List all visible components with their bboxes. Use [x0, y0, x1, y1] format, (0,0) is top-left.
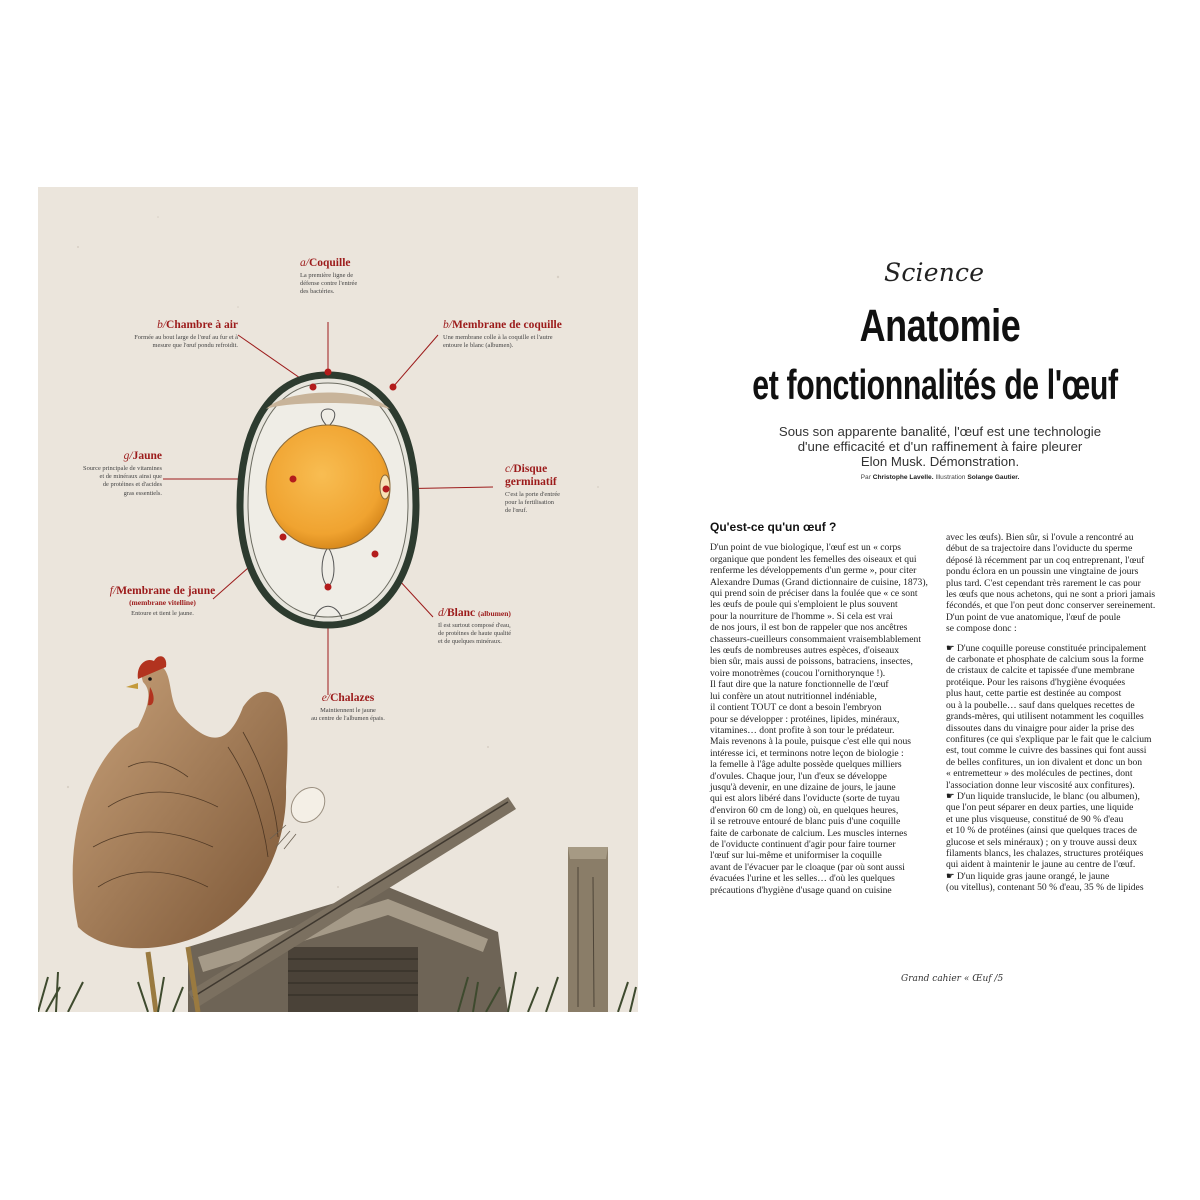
- text-line: grands-mères, qui utilisent notamment les coquilles: [946, 711, 1144, 723]
- text-line: filaments blancs, les chalazes, structures protéiques: [946, 847, 1144, 859]
- column-1-paragraph: [710, 542, 930, 896]
- text-line: bien sûr, mais aussi de poissons, batraciens, insectes,: [710, 656, 913, 668]
- text-line: pour la nourriture de l'homme ». Si cela est vrai: [710, 610, 893, 622]
- text-line: de cristaux de calcite et tapissée d'une membrane: [946, 665, 1135, 677]
- text-line: pour se développer : protéines, lipides, minéraux,: [710, 713, 900, 725]
- text-line: D'un point de vue anatomique, l'œuf de poule: [946, 611, 1121, 623]
- text-line: voire monotrèmes (coucou l'ornithorynque !).: [710, 667, 886, 679]
- illustration-page: [38, 187, 638, 1012]
- text-line: précautions d'hygiène d'usage quand on cuisine: [710, 884, 892, 896]
- text-line: de carbonate et phosphate de calcium sous la forme: [946, 654, 1144, 666]
- text-line: les œufs de nombreuses autres espèces, d'oiseaux: [710, 645, 900, 657]
- label-chambre-a-air: b/Chambre à air Formée au bout large de l'œuf au fur et à mesure que l'œuf pondu refroidit.: [134, 319, 238, 350]
- label-disque-germinatif: c/Disque germinatif C'est la porte d'entrée pour la fertilisation de l'œuf.: [505, 463, 561, 515]
- text-line: est, tout comme le cuivre des bassines qui font aussi: [946, 745, 1147, 757]
- text-line: et une plus visqueuse, constitué de 90 % d'eau: [946, 813, 1124, 825]
- text-line: ☛ D'un liquide gras jaune orangé, le jaune: [946, 870, 1110, 882]
- text-line: l'œuf sur lui-même et uniformiser la coquille: [710, 850, 882, 862]
- text-line: et 10 % de protéines (ainsi que quelques traces de: [946, 825, 1138, 837]
- section-kicker: Science: [884, 258, 985, 287]
- text-line: intéresse ici, et terminons notre leçon de biologie :: [710, 747, 904, 759]
- text-line: qui aident à maintenir le jaune au centre de l'œuf.: [946, 859, 1136, 871]
- label-coquille: a/Coquille La première ligne de défense contre l'entrée des bactéries.: [300, 257, 358, 296]
- text-line: Il faut dire que la nature fonctionnelle de l'œuf: [710, 679, 889, 691]
- section-heading: Qu'est-ce qu'un œuf ?: [710, 520, 837, 534]
- article-lede: Sous son apparente banalité, l'œuf est une technologie d'une efficacité et d'un raffinement à faire pleurer Elon Musk. Démonstration.: [778, 424, 1102, 469]
- text-line: dissoutes dans du vinaigre pour aider la prise des: [946, 722, 1135, 734]
- text-line: avant de l'évacuer par le cloaque (par où sont aussi: [710, 861, 905, 873]
- text-line: jusqu'à devenir, en une dizaine de jours, le jaune: [710, 781, 896, 793]
- text-line: début de sa trajectoire dans l'oviducte du sperme: [946, 543, 1133, 555]
- text-line: d'environ 60 cm de long) où, en quelques heures,: [710, 804, 899, 816]
- text-line: confitures (ce qui s'explique par le fait que le calcium: [946, 733, 1152, 745]
- text-line: se compose donc :: [946, 623, 1017, 635]
- text-line: la femelle à l'âge adulte possède quelques milliers: [710, 759, 902, 771]
- text-line: de l'oviducte continuent d'agir pour faire tourner: [710, 838, 896, 850]
- text-line: qui prend soin de préciser dans la foulée que « ce sont: [710, 588, 918, 600]
- text-line: Alexandre Dumas (Grand dictionnaire de cuisine, 1873),: [710, 576, 928, 588]
- text-line: avec les œufs). Bien sûr, si l'ovule a rencontré au: [946, 532, 1134, 543]
- text-line: glucose et sels minéraux) ; on y trouve aussi deux: [946, 836, 1138, 848]
- text-column-1: [710, 520, 930, 896]
- text-line: chasseurs-cueilleurs consommaient vraisemblablement: [710, 633, 921, 645]
- text-line: ou à la poubelle… sauf dans quelques recettes de: [946, 699, 1135, 711]
- column-2-paragraph-2: [946, 643, 1166, 894]
- text-line: d'ovules. Chaque jour, l'un d'eux se développe: [710, 770, 887, 782]
- text-line: les œufs que nous achetons, qui ne sont a priori jamais: [946, 589, 1156, 601]
- text-line: il se retrouve entouré de blanc puis d'une coquille: [710, 816, 901, 828]
- text-line: organique que pondent les femelles des oiseaux et qui: [710, 553, 917, 565]
- page-folio: Grand cahier « Œuf /5: [901, 974, 1004, 984]
- article-title-line-1: Anatomie: [859, 300, 1021, 351]
- label-chalazes: e/Chalazes Maintiennent le jaune au centre de l'albumen épais.: [311, 692, 385, 723]
- label-membrane-de-coquille: b/Membrane de coquille Une membrane colle à la coquille et l'autre entoure le blanc (albumen).: [443, 319, 562, 350]
- text-line: plus tard. C'est cependant très rarement le cas pour: [946, 577, 1141, 589]
- article-byline: Par Christophe Lavelle. Illustration Solange Gautier.: [860, 474, 1020, 481]
- article-title-line-2: et fonctionnalités de l'œuf: [752, 361, 1118, 408]
- label-jaune: g/Jaune Source principale de vitamines et de minéraux ainsi que de protéines et d'acides gras essentiels.: [83, 450, 162, 497]
- text-line: ☛ D'une coquille poreuse constituée principalement: [946, 642, 1147, 654]
- text-line: faite de carbonate de calcium. Les muscles internes: [710, 827, 908, 839]
- text-line: l'association donne leur viscosité aux confitures).: [946, 779, 1135, 791]
- text-line: fécondés, et que l'on peut donc conserver sereinement.: [946, 600, 1156, 612]
- text-line: lui confère un atout nutritionnel indéniable,: [710, 690, 877, 702]
- text-line: protéique. Pour les raisons d'hygiène évoquées: [946, 676, 1126, 688]
- text-line: vitamines… dont profite à son tour le prédateur.: [710, 724, 895, 736]
- text-column-2: [946, 532, 1166, 894]
- text-line: renferme les développements d'un germe », pour citer: [710, 565, 917, 577]
- text-line: pondu éclora en un poussin une vingtaine de jours: [946, 566, 1139, 578]
- text-line: (ou vitellus), contenant 50 % d'eau, 35 % de lipides: [946, 882, 1144, 894]
- label-membrane-de-jaune: f/Membrane de jaune (membrane vitelline) Entoure et tient le jaune.: [109, 585, 216, 617]
- text-line: évacuées l'urine et les selles… d'où les quelques: [710, 873, 895, 885]
- text-line: ☛ D'un liquide translucide, le blanc (ou albumen),: [946, 790, 1140, 802]
- text-line: de nos jours, il est bon de rappeler que nos ancêtres: [710, 622, 908, 634]
- text-line: il contient TOUT ce dont a besoin l'embryon: [710, 702, 882, 714]
- column-2-paragraph-1: [946, 532, 1166, 635]
- text-line: plus haut, cette partie est destinée au compost: [946, 688, 1122, 700]
- text-line: les œufs de poule qui s'emploient le plus souvent: [710, 599, 898, 611]
- text-line: que l'on peut séparer en deux parties, une liquide: [946, 802, 1134, 814]
- text-line: D'un point de vue biologique, l'œuf est un « corps: [710, 542, 902, 554]
- text-line: qui est alors libéré dans l'oviducte (sorte de tuyau: [710, 793, 900, 805]
- text-line: de belles confitures, un ion divalent et donc un bon: [946, 756, 1143, 768]
- text-line: déposé là récemment par un coq entreprenant, l'œuf: [946, 554, 1145, 566]
- text-line: Mais revenons à la poule, puisque c'est elle qui nous: [710, 736, 912, 748]
- text-line: « entremetteur » des molécules de pectines, dont: [946, 768, 1133, 780]
- label-blanc: d/Blanc (albumen) Il est surtout composé d'eau, de protéines de haute qualité et de quelques minéraux.: [438, 607, 512, 646]
